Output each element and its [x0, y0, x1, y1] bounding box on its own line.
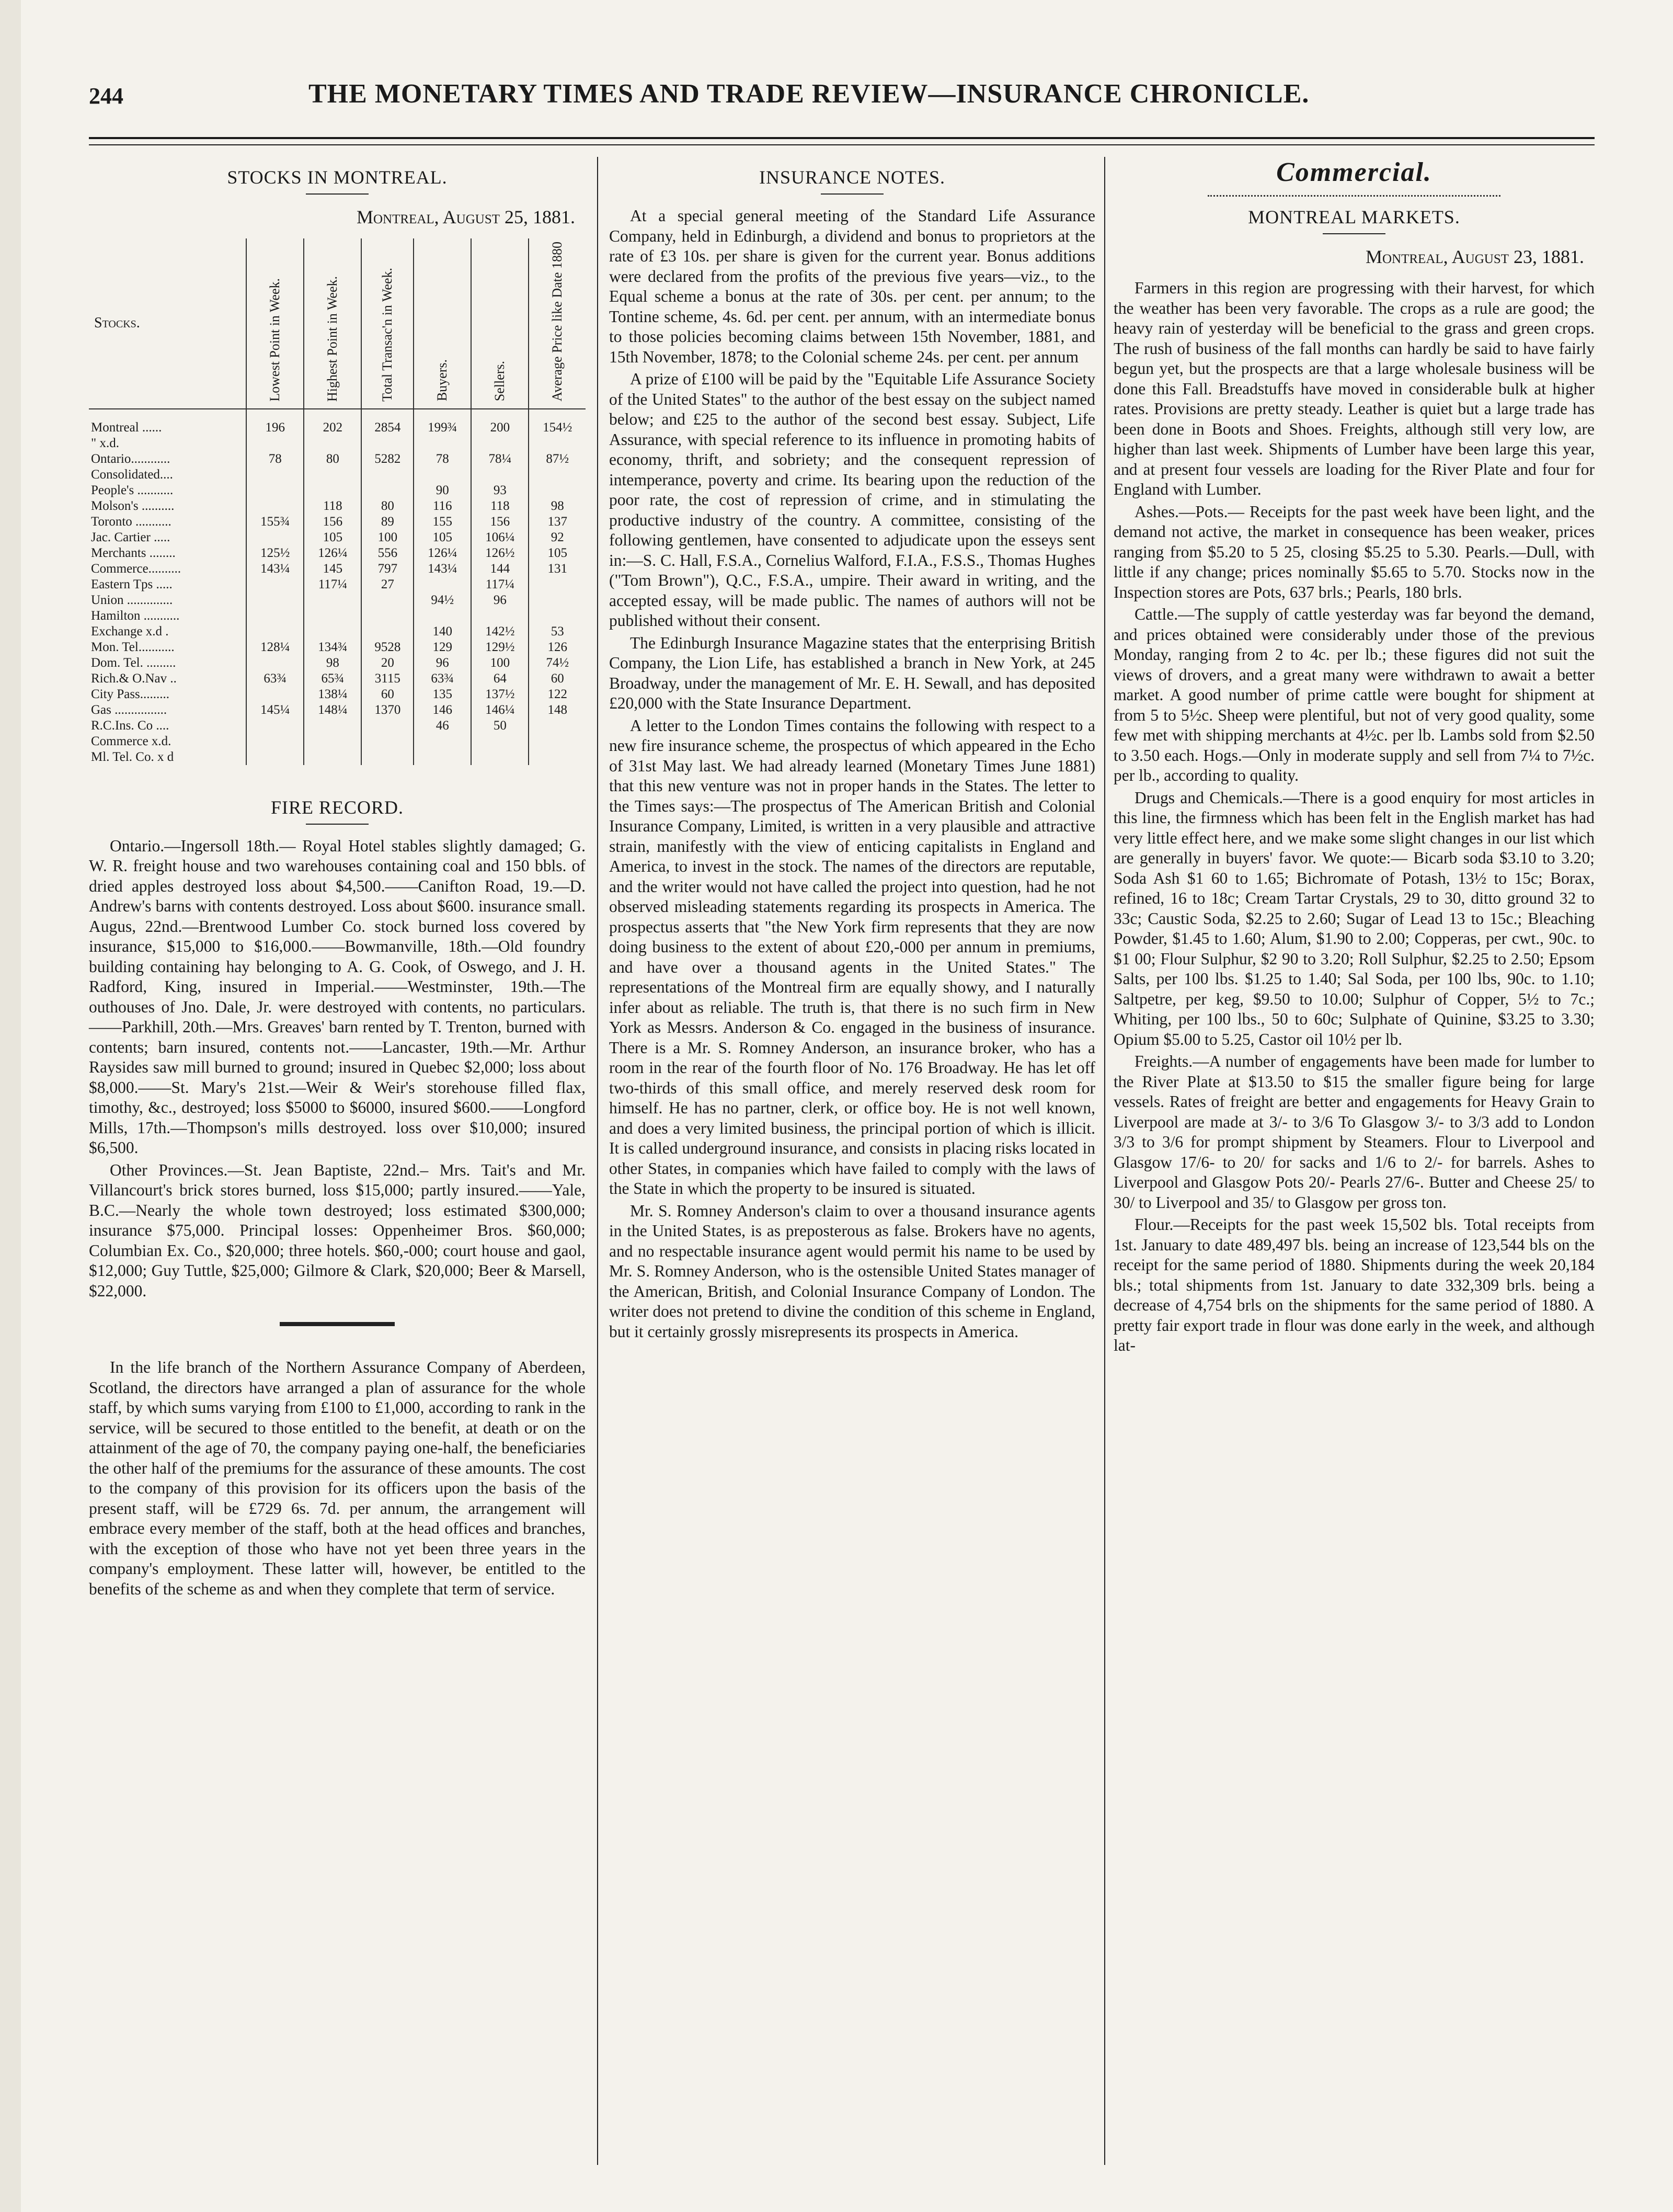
flour-paragraph: Flour.—Receipts for the past week 15,502 bls. Total receipts from 1st. January to date 489,497 bls. being an increase of 123,544 bls on the receipt for the same period of 1880. Shipments during the week 20,184 bls.; total shipments from 1st. January to date 332,309 brls. being a decrease of 4,754 brls on the shipments for the same period of 1880. A pretty fair export trade in flour was done early in the week, and although lat- [1114, 1215, 1595, 1354]
page-binding-edge [0, 0, 21, 2212]
stock-value-cell: 100 [361, 530, 414, 545]
stock-value-cell: 126½ [471, 545, 529, 561]
stocks-column-header: Total Transac'n in Week. [361, 238, 414, 409]
stock-value-cell: 200 [471, 409, 529, 436]
stock-value-cell: 64 [471, 671, 529, 687]
stock-value-cell: 78 [246, 451, 304, 467]
stock-value-cell: 129½ [471, 640, 529, 655]
stock-value-cell: 80 [304, 451, 361, 467]
freights-paragraph: Freights.—A number of engagements have been made for lumber to the River Plate at $13.50 to $15 the smaller figure being for large vessels. Rates of freight are better and engagements for Heavy Grain to Liverpool are made at 3/- to 3/6 To Glasgow 3/- to 3/3 add to London 3/3 to 3/6 for prompt shipment by Steamers. Flour to Liverpool and Glasgow 17/6- to 20/ for sacks and 1/6 to 2/- for barrels. Ashes to Liverpool and Glasgow Pots 20/- Pearls 27/6-. Butter and Cheese 25/ to 30/ to Liverpool and 35/ to Glasgow per gross ton. [1114, 1052, 1595, 1212]
table-row [89, 671, 586, 687]
section-rule [1323, 233, 1385, 234]
table-row [89, 655, 586, 671]
stock-value-cell [361, 467, 414, 483]
stock-value-cell: 126 [529, 640, 586, 655]
lion-life-paragraph: The Edinburgh Insurance Magazine states that the enterprising British Company, the Lion Life, has established a branch in New York, at 245 Broadway, under the management of Mr. E. H. Sewall, and has deposited £20,000 with the State Insurance Department. [609, 633, 1095, 712]
stock-value-cell: 53 [529, 624, 586, 640]
stock-name-cell: R.C.Ins. Co .... [91, 718, 169, 733]
stock-value-cell [529, 749, 586, 765]
stock-value-cell: 135 [414, 687, 471, 702]
stock-value-cell [246, 718, 304, 734]
stock-name-cell: Dom. Tel. ......... [91, 655, 176, 670]
drugs-chemicals-paragraph: Drugs and Chemicals.—There is a good enquiry for most articles in this line, the firmness which has been felt in the English market has had very little effect here, and we make some slight changes in our list which are generally in buyers' favor. We quote:— Bicarb soda $3.10 to 3.20; Soda Ash $1 60 to 1.65; Bichromate of Potash, 13½ to 15c; Borax, refined, 16 to 18c; Cream Tartar Crystals, 29 to 30, ditto ground 32 to 33c; Caustic Soda, $2.25 to 2.60; Sugar of Lead 13 to 15c.; Bleaching Powder, $1.45 to 1.60; Alum, $1.90 to 2.00; Copperas, per cwt., 90c. to $1 00; Flour Sulphur, $2 90 to 3.20; Roll Sulphur, $2.25 to 2.50; Epsom Salts, per 100 lbs. $1.25 to 1.40; Sal Soda, per 100 lbs, 90c. to 1.10; Saltpetre, per keg, $9.50 to 10.00; Sulphur of Copper, 5½ to 7c.; Whiting, per 100 lbs., 50 to 60c; Sulphate of Quinine, $3.25 to 3.30; Opium $5.00 to 5.25, Castor oil 10½ per lb. [1114, 788, 1595, 1048]
stock-value-cell: 118 [304, 498, 361, 514]
stock-value-cell [414, 577, 471, 592]
stock-value-cell: 105 [529, 545, 586, 561]
stocks-column-header-name: Stocks. [94, 315, 140, 332]
table-row [89, 483, 586, 498]
stock-value-cell: 129 [414, 640, 471, 655]
stock-value-cell: 96 [414, 655, 471, 671]
stock-name-cell: Rich.& O.Nav .. [91, 671, 177, 686]
table-row [89, 577, 586, 592]
stock-value-cell: 117¼ [304, 577, 361, 592]
stock-value-cell [414, 467, 471, 483]
stock-value-cell: 138¼ [304, 687, 361, 702]
stock-value-cell: 50 [471, 718, 529, 734]
table-row [89, 467, 586, 483]
stock-value-cell [246, 624, 304, 640]
stock-name-cell: Exchange x.d . [91, 624, 169, 638]
table-row [89, 749, 586, 765]
stock-value-cell [361, 436, 414, 451]
stock-value-cell [246, 436, 304, 451]
table-row [89, 409, 586, 436]
table-row [89, 436, 586, 451]
stock-value-cell: 87½ [529, 451, 586, 467]
table-row [89, 640, 586, 655]
stock-value-cell [361, 734, 414, 749]
stock-value-cell [361, 483, 414, 498]
stock-name-cell: Ontario............ [91, 451, 170, 466]
stock-value-cell: 142½ [471, 624, 529, 640]
stock-name-cell: Merchants ........ [91, 545, 176, 560]
stock-value-cell: 145 [304, 561, 361, 577]
london-times-letter-paragraph: A letter to the London Times contains the following with respect to a new fire insurance scheme, the prospectus of which appeared in the Echo of 31st May last. We had already learned (Monetary Times June 1881) that this new venture was not in proper hands in the States. The letter to the Times says:—The prospectus of The American British and Colonial Insurance Company, Limited, is written in a very plausible and attractive strain, manifestly with the view of enticing capitalists in England and America, to invest in the stock. The names of the directors are reputable, and the writer would not have called the project into question, had he not observed misleading statements regarding its prospects in America. The prospectus asserts that "the New York firm represents that they are now doing business to the extent of about £20,-000 per annum in premiums, and have over a thousand agents in the United States." The representations of the Montreal firm are equally showy, and I naturally infer about as reliable. The truth is, that there is no such firm in New York as Messrs. Anderson & Co. engaged in the business of insurance. There is a Mr. S. Romney Anderson, an insurance broker, who has a room in the rear of the fourth floor of No. 176 Broadway. He has let off two-thirds of this small office, and merely reserved desk room for himself. He has no partner, clerk, or office boy. He is not well known, and does a very limited business, the principal portion of which is illicit. It is called underground insurance, and consists in placing risks located in other States, in companies which have failed to comply with the laws of the State in which the property to be insured is situated. [609, 716, 1095, 1198]
stock-value-cell [246, 498, 304, 514]
stock-value-cell: 80 [361, 498, 414, 514]
stock-value-cell: 65¾ [304, 671, 361, 687]
stock-value-cell: 74½ [529, 655, 586, 671]
ornamental-rule [1208, 189, 1500, 197]
table-row [89, 687, 586, 702]
commercial-heading: Commercial. [1276, 157, 1432, 187]
stock-name-cell: Eastern Tps ..... [91, 577, 173, 591]
page-header [89, 78, 1595, 120]
stock-value-cell: 126¼ [304, 545, 361, 561]
stock-value-cell [304, 718, 361, 734]
stock-value-cell [246, 655, 304, 671]
stock-value-cell [529, 608, 586, 624]
stock-value-cell: 144 [471, 561, 529, 577]
markets-dateline: Montreal, August 23, 1881. [1365, 246, 1584, 267]
stock-value-cell [304, 624, 361, 640]
stock-value-cell [246, 467, 304, 483]
stock-value-cell: 148¼ [304, 702, 361, 718]
stock-value-cell [529, 718, 586, 734]
stock-value-cell [471, 734, 529, 749]
stock-value-cell: 134¾ [304, 640, 361, 655]
stock-value-cell [471, 436, 529, 451]
stock-value-cell: 148 [529, 702, 586, 718]
stock-value-cell [529, 483, 586, 498]
anderson-claim-paragraph: Mr. S. Romney Anderson's claim to over a thousand insurance agents in the United States, is as preposterous as false. Brokers have no agents, and no respectable insurance agent would permit his name to be used by Mr. S. Romney Anderson, who is the ostensible United States manager of the American, British, and Colonial Insurance Company of London. The writer does not pretend to divine the condition of this scheme in England, but it certainly grossly misrepresents its prospects in America. [609, 1201, 1095, 1341]
stock-value-cell: 60 [361, 687, 414, 702]
stock-value-cell [529, 436, 586, 451]
header-rule-bottom [89, 144, 1595, 145]
stock-value-cell [304, 436, 361, 451]
markets-intro-paragraph: Farmers in this region are progressing with their harvest, for which the weather has been very favorable. The crops as a rule are good; the heavy rain of yesterday will be beneficial to the grass and green crops. The rush of business of the fall months can hardly be said to have fairly begun yet, but the prospects are that a large wholesale business will be done this Fall. Breadstuffs have moved in considerable bulk at higher rates. Provisions are pretty steady. Leather is quiet but a large trade has been done in Boots and Shoes. Freights, although still very low, are higher than last week. Shipments of Lumber have been large this year, and at present four vessels are loading for the River Plate and four for England with Lumber. [1114, 279, 1595, 498]
stock-name-cell: " x.d. [91, 436, 119, 450]
stock-value-cell [414, 436, 471, 451]
stock-name-cell: Mon. Tel........... [91, 640, 175, 654]
stock-value-cell: 143¼ [246, 561, 304, 577]
stock-value-cell: 93 [471, 483, 529, 498]
stock-value-cell: 89 [361, 514, 414, 530]
stock-value-cell: 60 [529, 671, 586, 687]
stock-value-cell [304, 734, 361, 749]
stocks-column-header: Highest Point in Week. [304, 238, 361, 409]
stock-value-cell: 106¼ [471, 530, 529, 545]
stock-value-cell: 140 [414, 624, 471, 640]
stock-value-cell [304, 592, 361, 608]
stock-value-cell [246, 592, 304, 608]
table-row [89, 451, 586, 467]
table-row [89, 608, 586, 624]
stocks-title: STOCKS IN MONTREAL. [227, 167, 448, 188]
running-title: THE MONETARY TIMES AND TRADE REVIEW—INSURANCE CHRONICLE. [308, 79, 1310, 109]
table-row [89, 498, 586, 514]
stock-value-cell: 5282 [361, 451, 414, 467]
stocks-column-header: Lowest Point in Week. [246, 238, 304, 409]
section-rule [306, 824, 369, 825]
stock-value-cell [304, 608, 361, 624]
stock-value-cell: 154½ [529, 409, 586, 436]
stock-value-cell: 126¼ [414, 545, 471, 561]
stock-value-cell: 145¼ [246, 702, 304, 718]
stock-name-cell: Ml. Tel. Co. x d [91, 749, 174, 764]
stock-value-cell [246, 483, 304, 498]
section-separator [280, 1322, 395, 1326]
stock-value-cell [471, 608, 529, 624]
column-left [89, 157, 586, 1599]
cattle-paragraph: Cattle.—The supply of cattle yesterday was far beyond the demand, and prices obtained were considerably under those of the previous Monday, ranging from 2 to 4c. per lb.; these figures did not suit the views of drovers, and a great many were withdrawn to await a better market. A good number of prime cattle were bought for shipment at from 5 to 5½c. Sheep were plentiful, but not of very good quality, some few met with shipping merchants at 4½c. per lb. Lambs sold from $2.50 to 3.50 each. Hogs.—Only in moderate supply and sell from 7¼ to 7½c. per lb., according to quality. [1114, 605, 1595, 784]
equitable-prize-paragraph: A prize of £100 will be paid by the "Equitable Life Assurance Society of the United States" to the author of the best essay on the subject named below; and £25 to the author of the second best essay. Subject, Life Assurance, with special reference to its influence in promoting habits of economy, thrift, and sobriety; and the consequent repression of intemperance, poverty and crime. Its bearing upon the reduction of the poor rate, the cost of repression of crime, and in stimulating the productive industry of the country. A committee, consisting of the following gentlemen, have consented to adjudicate upon the esseys sent in:—S. C. Hall, F.S.A., Cornelius Walford, F.I.A., F.S.S., Thomas Hughes ("Tom Brown"), Q.C., F.S.A., umpire. Their award in writing, and the accepted essay, will be made public. The names of authors will not be published without their consent. [609, 370, 1095, 630]
stock-value-cell: 2854 [361, 409, 414, 436]
stock-value-cell: 156 [304, 514, 361, 530]
stock-value-cell: 100 [471, 655, 529, 671]
standard-life-paragraph: At a special general meeting of the Standard Life Assurance Company, held in Edinburgh, a dividend and bonus to proprietors at the rate of £3 10s. per share is given for the current year. Bonus additions were declared from the profits of the previous five years—viz., to the Equal scheme a bonus at the rate of 30s. per cent. per annum; to the Tontine scheme, 4s. 6d. per cent. per annum, with an intermediate bonus to those policies becoming claims between 15th November, 1881, and 15th November, 1878; to the Colonial scheme 24s. per cent. per annum [609, 207, 1095, 366]
stock-value-cell: 202 [304, 409, 361, 436]
stock-name-cell: Union .............. [91, 592, 173, 607]
stock-value-cell: 96 [471, 592, 529, 608]
stock-value-cell [246, 577, 304, 592]
stock-value-cell [246, 749, 304, 765]
stock-value-cell: 143¼ [414, 561, 471, 577]
stock-value-cell [529, 467, 586, 483]
stock-value-cell: 128¼ [246, 640, 304, 655]
column-divider-1 [597, 157, 598, 2165]
stock-value-cell [304, 483, 361, 498]
stock-value-cell: 46 [414, 718, 471, 734]
header-rule-top [89, 137, 1595, 139]
stock-value-cell [361, 624, 414, 640]
stock-value-cell [246, 530, 304, 545]
stock-value-cell: 137½ [471, 687, 529, 702]
stock-value-cell: 146 [414, 702, 471, 718]
stock-value-cell: 156 [471, 514, 529, 530]
stock-value-cell: 131 [529, 561, 586, 577]
stocks-table-header [89, 238, 586, 409]
stocks-column-header: Buyers. [414, 238, 471, 409]
stock-value-cell: 105 [414, 530, 471, 545]
stock-name-cell: City Pass......... [91, 687, 170, 701]
stock-value-cell [246, 608, 304, 624]
stocks-table-body [89, 409, 586, 765]
stock-value-cell [361, 718, 414, 734]
stock-name-cell: Commerce.......... [91, 561, 181, 576]
stock-value-cell: 20 [361, 655, 414, 671]
stock-value-cell [304, 467, 361, 483]
fire-other-provinces-paragraph: Other Provinces.—St. Jean Baptiste, 22nd.– Mrs. Tait's and Mr. Villancourt's brick stores burned, loss $15,000; partly insured.——Yale, B.C.—Nearly the whole town destroyed; loss estimated $300,000; insurance $75,000. Principal losses: Oppenheimer Bros. $60,000; Columbian Ex. Co., $20,000; three hotels. $60,-000; court house and gaol, $12,000; Guy Tuttle, $25,000; Gilmore & Clark, $20,000; Beer & Marsell, $22,000. [89, 1160, 586, 1300]
stock-value-cell: 116 [414, 498, 471, 514]
stock-value-cell: 196 [246, 409, 304, 436]
stock-value-cell [304, 749, 361, 765]
stock-value-cell: 122 [529, 687, 586, 702]
stock-value-cell: 199¾ [414, 409, 471, 436]
stocks-dateline: Montreal, August 25, 1881. [356, 207, 575, 227]
stock-value-cell [246, 687, 304, 702]
stock-value-cell: 78 [414, 451, 471, 467]
stocks-column-header: Average Price like Date 1880 [529, 238, 586, 409]
section-rule [306, 193, 369, 195]
stock-value-cell: 117¼ [471, 577, 529, 592]
stock-value-cell [246, 734, 304, 749]
column-right [1114, 157, 1595, 1356]
stock-name-cell: Hamilton ........... [91, 608, 180, 623]
stock-value-cell: 125½ [246, 545, 304, 561]
stock-value-cell [471, 749, 529, 765]
stocks-column-header: Sellers. [471, 238, 529, 409]
table-row [89, 530, 586, 545]
stock-value-cell: 98 [529, 498, 586, 514]
table-row [89, 592, 586, 608]
stock-value-cell: 9528 [361, 640, 414, 655]
table-row [89, 624, 586, 640]
table-row [89, 718, 586, 734]
stock-value-cell: 78¼ [471, 451, 529, 467]
stock-value-cell: 98 [304, 655, 361, 671]
table-row [89, 734, 586, 749]
stock-value-cell [414, 608, 471, 624]
stock-name-cell: Commerce x.d. [91, 734, 171, 748]
stock-value-cell: 118 [471, 498, 529, 514]
northern-assurance-paragraph: In the life branch of the Northern Assurance Company of Aberdeen, Scotland, the directors have arranged a plan of assurance for the whole staff, by which sums varying from £100 to £1,000, according to rank in the service, will be secured to those entitled to the benefit, at death or on the attainment of the age of 70, the company paying one-half, the beneficiaries the other half of the premiums for the assurance of these amounts. The cost to the company of this provision for its officers upon the basis of the present staff, will be £729 6s. 7d. per annum, the arrangement will embrace every member of the staff, both at the head offices and branches, with the exception of those who have not yet been three years in the company's employment. These latter will, however, be entitled to the benefits of the scheme as and when they complete that term of service. [89, 1358, 586, 1598]
stock-value-cell [414, 749, 471, 765]
stock-value-cell [361, 749, 414, 765]
stock-value-cell: 94½ [414, 592, 471, 608]
stock-name-cell: Jac. Cartier ..... [91, 530, 170, 544]
stock-value-cell: 92 [529, 530, 586, 545]
stock-value-cell: 155¾ [246, 514, 304, 530]
stock-name-cell: Gas ................ [91, 702, 167, 717]
fire-record-title: FIRE RECORD. [270, 796, 404, 818]
page-number: 244 [89, 83, 123, 109]
stocks-table [89, 238, 586, 765]
stock-value-cell: 1370 [361, 702, 414, 718]
stock-value-cell [361, 592, 414, 608]
stock-value-cell: 105 [304, 530, 361, 545]
stock-name-cell: Molson's .......... [91, 498, 175, 513]
stock-value-cell: 797 [361, 561, 414, 577]
table-row [89, 514, 586, 530]
section-rule [821, 193, 884, 195]
column-middle [609, 157, 1095, 1342]
fire-ontario-paragraph: Ontario.—Ingersoll 18th.— Royal Hotel stables slightly damaged; G. W. R. freight house and two warehouses containing coal and 150 bbls. of dried apples destroyed loss about $4,500.——Canifton Road, 19.—D. Andrew's barns with contents destroyed. Loss about $600. insurance small. Augus, 22nd.—Brentwood Lumber Co. stock burned loss covered by insurance, $15,000 to $16,000.——Bowmanville, 18th.—Old foundry building containing hay belonging to A. G. Cook, of Oswego, and J. H. Radford, King, insured in Imperial.——Westminster, 19th.—The outhouses of Jno. Dale, Jr. were destroyed with contents, no particulars.——Parkhill, 20th.—Mrs. Greaves' barn rented by T. Trenton, burned with contents; barn insured, contents not.——Lancaster, 19th.—Mr. Arthur Raysides saw mill burned to ground; insured in Quebec $2,000; loss about $8,000.——St. Mary's 21st.—Weir & Weir's storehouse filled flax, timothy, &c., destroyed; loss $5000 to $6000, insured $600.——Longford Mills, 17th.—Thompson's mills destroyed. loss over $10,000; insured $6,500. [89, 836, 586, 1157]
stock-value-cell: 90 [414, 483, 471, 498]
table-row [89, 545, 586, 561]
stock-value-cell: 63¾ [414, 671, 471, 687]
stock-value-cell [529, 592, 586, 608]
stock-name-cell: Consolidated.... [91, 467, 173, 482]
stock-value-cell [529, 734, 586, 749]
stock-value-cell: 63¾ [246, 671, 304, 687]
ashes-paragraph: Ashes.—Pots.— Receipts for the past week have been light, and the demand not active, the market in consequence has been weaker, prices ranging from $5.20 to 5 25, closing $5.25 to 5.30. Pearls.—Dull, with little if any change; prices nominally $5.65 to 5.70. Stocks now in the Inspection stores are Pots, 637 brls.; Pearls, 180 brls. [1114, 502, 1595, 601]
stock-value-cell: 27 [361, 577, 414, 592]
column-divider-2 [1104, 157, 1105, 2165]
table-row [89, 561, 586, 577]
stock-value-cell [414, 734, 471, 749]
table-row [89, 702, 586, 718]
stock-value-cell [529, 577, 586, 592]
stock-value-cell: 155 [414, 514, 471, 530]
stock-value-cell [471, 467, 529, 483]
insurance-notes-title: INSURANCE NOTES. [759, 167, 945, 188]
stock-name-cell: People's ........... [91, 483, 174, 497]
stock-name-cell: Montreal ...... [91, 420, 162, 435]
stock-name-cell: Toronto ........... [91, 514, 171, 529]
stock-value-cell: 556 [361, 545, 414, 561]
stock-value-cell [361, 608, 414, 624]
stock-value-cell: 146¼ [471, 702, 529, 718]
montreal-markets-title: MONTREAL MARKETS. [1248, 207, 1460, 227]
stock-value-cell: 137 [529, 514, 586, 530]
stock-value-cell: 3115 [361, 671, 414, 687]
